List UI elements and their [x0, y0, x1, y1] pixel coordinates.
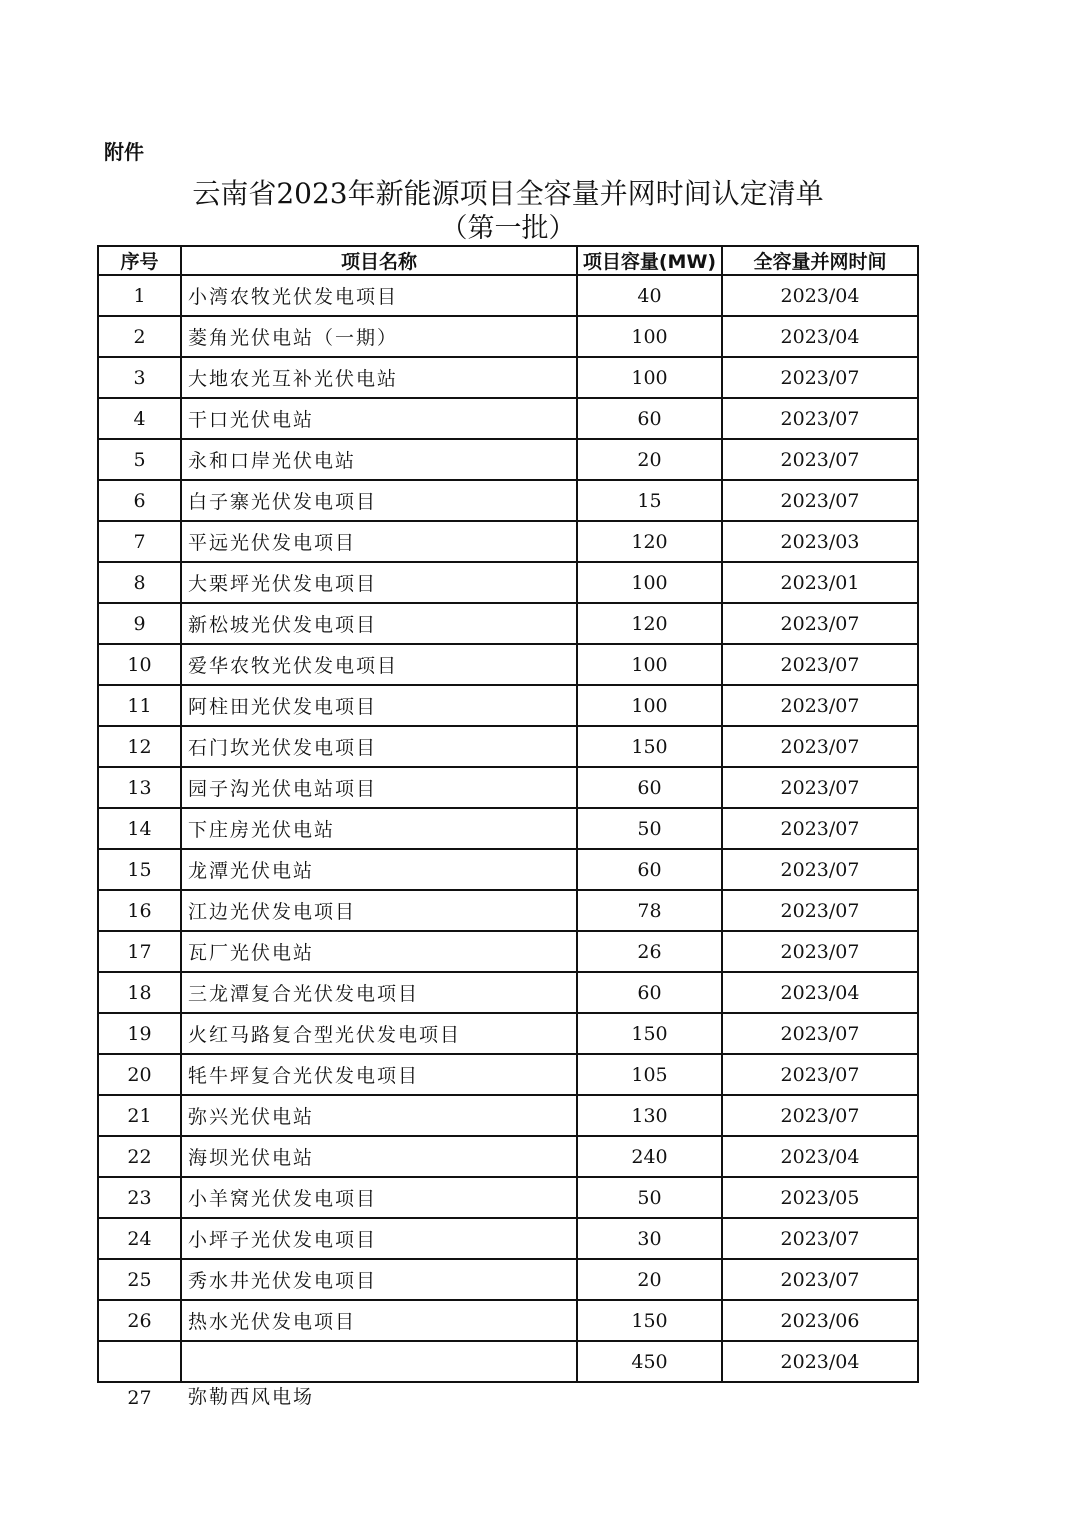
row-number: 20 [98, 1054, 181, 1095]
row-number: 7 [98, 521, 181, 562]
project-name: 大地农光互补光伏电站 [181, 357, 577, 398]
row-number: 12 [98, 726, 181, 767]
table-row [98, 849, 918, 890]
project-name: 牦牛坪复合光伏发电项目 [181, 1054, 577, 1095]
grid-connection-date: 2023/07 [722, 849, 918, 890]
project-name [181, 1341, 577, 1408]
grid-connection-date: 2023/07 [722, 1054, 918, 1095]
project-capacity: 60 [577, 767, 722, 808]
column-header-number: 序号 [98, 246, 181, 275]
project-capacity: 100 [577, 316, 722, 357]
table-row [98, 562, 918, 603]
project-table-container [97, 245, 921, 1409]
project-capacity: 20 [577, 439, 722, 480]
row-number: 17 [98, 931, 181, 972]
table-row [98, 808, 918, 849]
table-row [98, 1341, 918, 1382]
row-number: 5 [98, 439, 181, 480]
table-row [98, 767, 918, 808]
project-name: 下庄房光伏电站 [181, 808, 577, 849]
table-row [98, 931, 918, 972]
table-row [98, 521, 918, 562]
row-number: 23 [98, 1177, 181, 1218]
table-row [98, 726, 918, 767]
table-row [98, 1300, 918, 1341]
row-number [98, 1341, 181, 1409]
project-capacity: 50 [577, 808, 722, 849]
project-name: 龙潭光伏电站 [181, 849, 577, 890]
project-capacity: 50 [577, 1177, 722, 1218]
row-number: 22 [98, 1136, 181, 1177]
table-row [98, 972, 918, 1013]
table-row [98, 439, 918, 480]
grid-connection-date: 2023/07 [722, 644, 918, 685]
attachment-label: 附件 [104, 140, 144, 164]
table-header-row [98, 246, 918, 275]
project-capacity: 20 [577, 1259, 722, 1300]
project-name: 火红马路复合型光伏发电项目 [181, 1013, 577, 1054]
project-capacity: 78 [577, 890, 722, 931]
row-number: 18 [98, 972, 181, 1013]
project-name: 瓦厂光伏电站 [181, 931, 577, 972]
grid-connection-date: 2023/07 [722, 1218, 918, 1259]
grid-connection-date: 2023/07 [722, 1259, 918, 1300]
project-name: 小湾农牧光伏发电项目 [181, 275, 577, 316]
row-number: 16 [98, 890, 181, 931]
row-number: 11 [98, 685, 181, 726]
project-name: 弥兴光伏电站 [181, 1095, 577, 1136]
grid-connection-date: 2023/07 [722, 767, 918, 808]
project-capacity: 30 [577, 1218, 722, 1259]
row-number: 2 [98, 316, 181, 357]
project-name: 爱华农牧光伏发电项目 [181, 644, 577, 685]
table-row [98, 603, 918, 644]
grid-connection-date: 2023/05 [722, 1177, 918, 1218]
row-number: 19 [98, 1013, 181, 1054]
project-name-text: 弥勒西风电场 [188, 1386, 315, 1408]
project-name: 小坪子光伏发电项目 [181, 1218, 577, 1259]
project-name: 三龙潭复合光伏发电项目 [181, 972, 577, 1013]
grid-connection-date: 2023/01 [722, 562, 918, 603]
row-number: 24 [98, 1218, 181, 1259]
project-table [97, 245, 919, 1409]
table-row [98, 685, 918, 726]
table-row [98, 1218, 918, 1259]
table-row [98, 316, 918, 357]
project-name: 大栗坪光伏发电项目 [181, 562, 577, 603]
column-header-name: 项目名称 [181, 246, 577, 275]
row-number: 4 [98, 398, 181, 439]
column-header-capacity: 项目容量(MW) [577, 246, 722, 275]
page-subtitle: （第一批） [440, 213, 576, 244]
table-row [98, 1136, 918, 1177]
page-title: 云南省2023年新能源项目全容量并网时间认定清单 [192, 177, 824, 210]
table-row [98, 1259, 918, 1300]
project-capacity: 150 [577, 1013, 722, 1054]
grid-connection-date: 2023/07 [722, 808, 918, 849]
row-number: 3 [98, 357, 181, 398]
project-name: 江边光伏发电项目 [181, 890, 577, 931]
row-number: 6 [98, 480, 181, 521]
project-capacity: 60 [577, 972, 722, 1013]
table-row [98, 357, 918, 398]
grid-connection-date: 2023/07 [722, 1013, 918, 1054]
project-name: 菱角光伏电站（一期） [181, 316, 577, 357]
grid-connection-date: 2023/07 [722, 931, 918, 972]
row-number: 9 [98, 603, 181, 644]
project-name: 小羊窝光伏发电项目 [181, 1177, 577, 1218]
project-name: 园子沟光伏电站项目 [181, 767, 577, 808]
row-number-text: 27 [127, 1387, 152, 1409]
project-name: 平远光伏发电项目 [181, 521, 577, 562]
row-number: 8 [98, 562, 181, 603]
table-row [98, 398, 918, 439]
project-capacity: 130 [577, 1095, 722, 1136]
project-capacity: 15 [577, 480, 722, 521]
project-name: 阿柱田光伏发电项目 [181, 685, 577, 726]
row-number: 10 [98, 644, 181, 685]
grid-connection-date: 2023/04 [722, 316, 918, 357]
table-body [98, 275, 918, 1409]
table-row [98, 1095, 918, 1136]
project-capacity: 120 [577, 603, 722, 644]
project-capacity: 150 [577, 1300, 722, 1341]
grid-connection-date: 2023/04 [722, 972, 918, 1013]
column-header-date: 全容量并网时间 [722, 246, 918, 275]
project-name: 新松坡光伏发电项目 [181, 603, 577, 644]
project-capacity: 450 [577, 1341, 722, 1382]
grid-connection-date: 2023/04 [722, 1136, 918, 1177]
table-row [98, 890, 918, 931]
project-capacity: 100 [577, 644, 722, 685]
grid-connection-date: 2023/07 [722, 685, 918, 726]
table-row [98, 1177, 918, 1218]
grid-connection-date: 2023/07 [722, 398, 918, 439]
row-number: 26 [98, 1300, 181, 1341]
table-row [98, 480, 918, 521]
grid-connection-date: 2023/03 [722, 521, 918, 562]
table-row [98, 644, 918, 685]
grid-connection-date: 2023/07 [722, 603, 918, 644]
table-row [98, 1054, 918, 1095]
grid-connection-date: 2023/07 [722, 480, 918, 521]
project-capacity: 100 [577, 685, 722, 726]
row-number: 15 [98, 849, 181, 890]
grid-connection-date: 2023/04 [722, 275, 918, 316]
grid-connection-date: 2023/07 [722, 890, 918, 931]
project-capacity: 240 [577, 1136, 722, 1177]
grid-connection-date: 2023/07 [722, 1095, 918, 1136]
project-capacity: 60 [577, 398, 722, 439]
project-name: 海坝光伏电站 [181, 1136, 577, 1177]
grid-connection-date: 2023/06 [722, 1300, 918, 1341]
project-capacity: 100 [577, 357, 722, 398]
project-capacity: 60 [577, 849, 722, 890]
project-name: 热水光伏发电项目 [181, 1300, 577, 1341]
project-name: 白子寨光伏发电项目 [181, 480, 577, 521]
project-capacity: 40 [577, 275, 722, 316]
grid-connection-date: 2023/04 [722, 1341, 918, 1382]
row-number: 13 [98, 767, 181, 808]
grid-connection-date: 2023/07 [722, 726, 918, 767]
project-name: 秀水井光伏发电项目 [181, 1259, 577, 1300]
table-row [98, 1013, 918, 1054]
project-name: 干口光伏电站 [181, 398, 577, 439]
project-capacity: 100 [577, 562, 722, 603]
row-number: 14 [98, 808, 181, 849]
project-capacity: 120 [577, 521, 722, 562]
row-number: 25 [98, 1259, 181, 1300]
project-capacity: 150 [577, 726, 722, 767]
grid-connection-date: 2023/07 [722, 357, 918, 398]
row-number: 1 [98, 275, 181, 316]
project-name: 石门坎光伏发电项目 [181, 726, 577, 767]
project-name: 永和口岸光伏电站 [181, 439, 577, 480]
project-capacity: 26 [577, 931, 722, 972]
project-capacity: 105 [577, 1054, 722, 1095]
table-row [98, 275, 918, 316]
grid-connection-date: 2023/07 [722, 439, 918, 480]
row-number: 21 [98, 1095, 181, 1136]
